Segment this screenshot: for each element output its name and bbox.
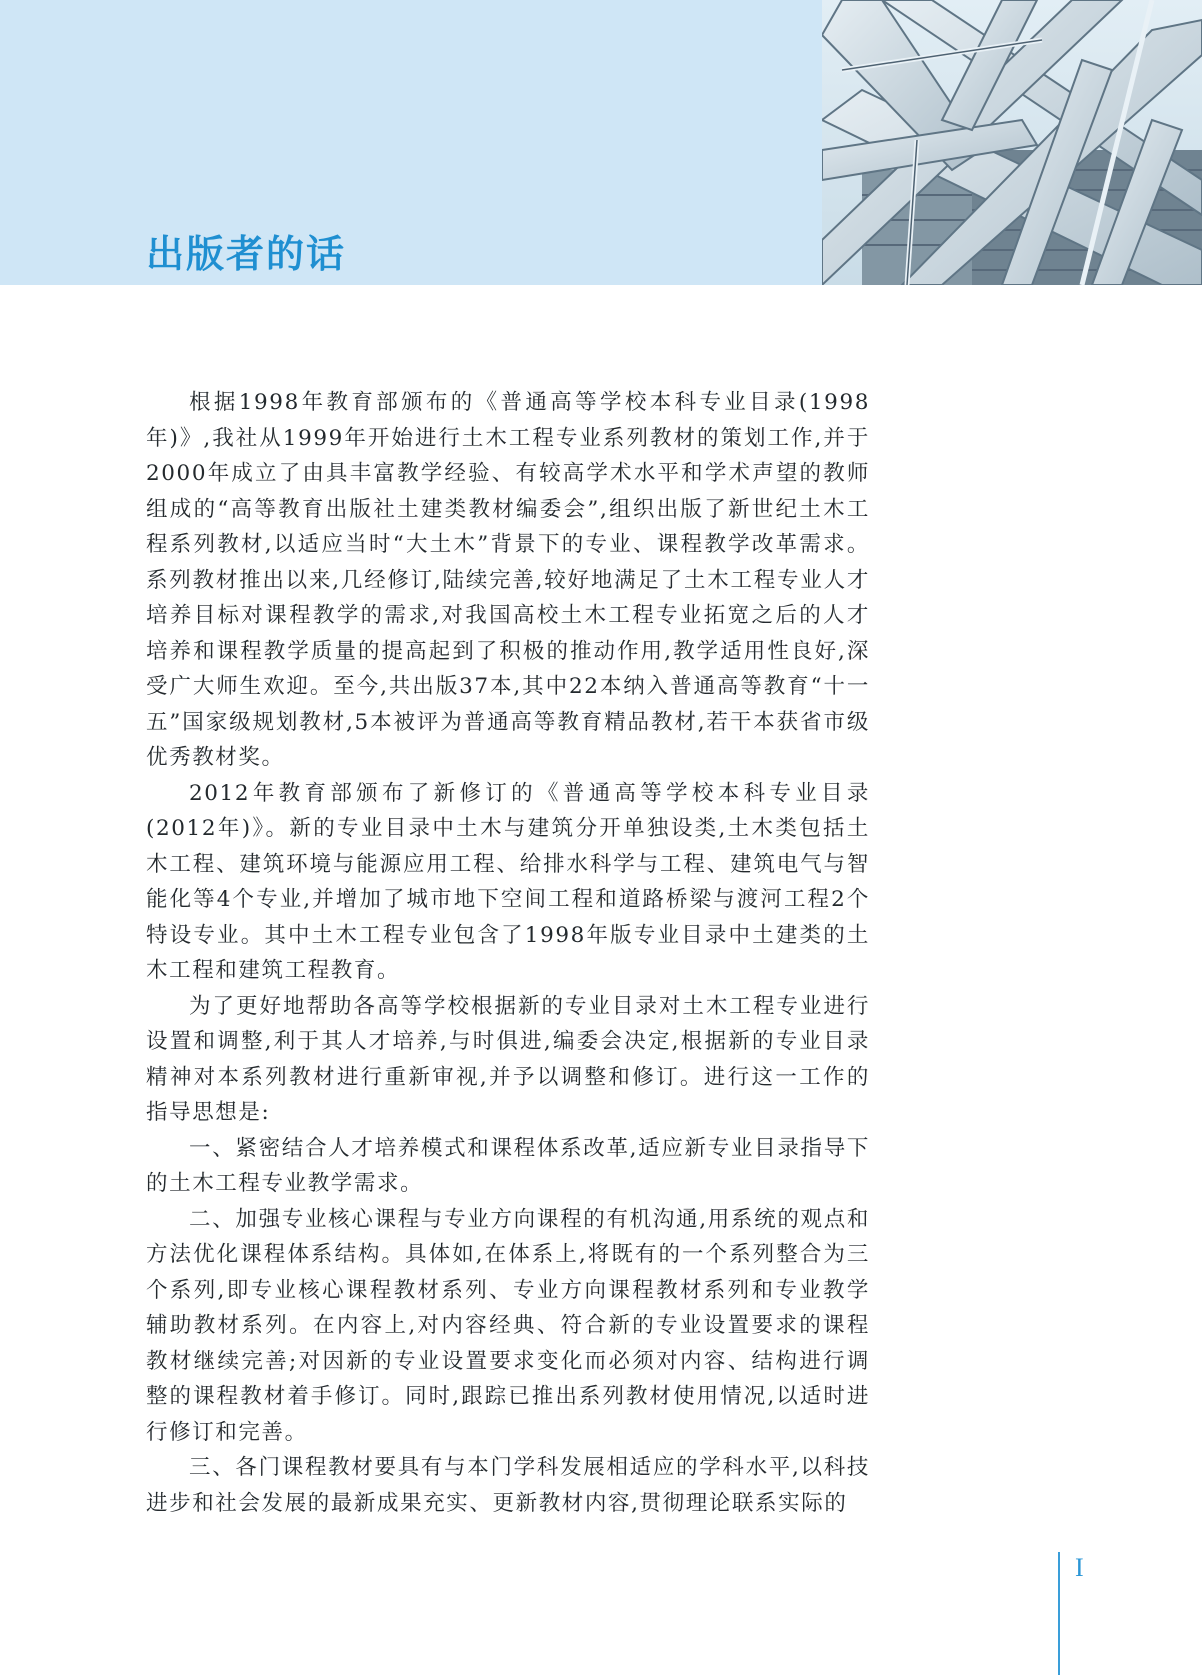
steel-lattice-photo <box>822 0 1202 285</box>
page-number: I <box>1075 1553 1084 1582</box>
paragraph: 三、各门课程教材要具有与本门学科发展相适应的学科水平,以科技进步和社会发展的最新成果充实、更新教材内容,贯彻理论联系实际的 <box>146 1455 870 1516</box>
preface-body <box>146 385 870 1521</box>
paragraph: 根据1998年教育部颁布的《普通高等学校本科专业目录(1998年)》,我社从1999年开始进行土木工程专业系列教材的策划工作,并于2000年成立了由具丰富教学经验、有较高学术水平和学术声望的教师组成的“高等教育出版社土建类教材编委会”,组织出版了新世纪土木工程系列教材,以适应当时“大土木”背景下的专业、课程教学改革需求。系列教材推出以来,几经修订,陆续完善,较好地满足了土木工程专业人才培养目标对课程教学的需求,对我国高校土木工程专业拓宽之后的人才培养和课程教学质量的提高起到了积极的推动作用,教学适用性良好,深受广大师生欢迎。至今,共出版37本,其中22本纳入普通高等教育“十一五”国家级规划教材,5本被评为普通高等教育精品教材,若干本获省市级优秀教材奖。 <box>146 390 870 770</box>
paragraph: 为了更好地帮助各高等学校根据新的专业目录对土木工程专业进行设置和调整,利于其人才培养,与时俱进,编委会决定,根据新的专业目录精神对本系列教材进行重新审视,并予以调整和修订。进行这一工作的指导思想是: <box>146 993 870 1125</box>
paragraph: 一、紧密结合人才培养模式和课程体系改革,适应新专业目录指导下的土木工程专业教学需求。 <box>146 1135 870 1196</box>
page-number-rule <box>1058 1552 1060 1675</box>
page-title: 出版者的话 <box>146 232 347 276</box>
paragraph: 2012年教育部颁布了新修订的《普通高等学校本科专业目录(2012年)》。新的专业目录中土木与建筑分开单独设类,土木类包括土木工程、建筑环境与能源应用工程、给排水科学与工程、建筑电气与智能化等4个专业,并增加了城市地下空间工程和道路桥梁与渡河工程2个特设专业。其中土木工程专业包含了1998年版专业目录中土建类的土木工程和建筑工程教育。 <box>146 780 870 983</box>
paragraph: 二、加强专业核心课程与专业方向课程的有机沟通,用系统的观点和方法优化课程体系结构。具体如,在体系上,将既有的一个系列整合为三个系列,即专业核心课程教材系列、专业方向课程教材系列和专业教学辅助教材系列。在内容上,对内容经典、符合新的专业设置要求的课程教材继续完善;对因新的专业设置要求变化而必须对内容、结构进行调整的课程教材着手修订。同时,跟踪已推出系列教材使用情况,以适时进行修订和完善。 <box>146 1206 870 1445</box>
